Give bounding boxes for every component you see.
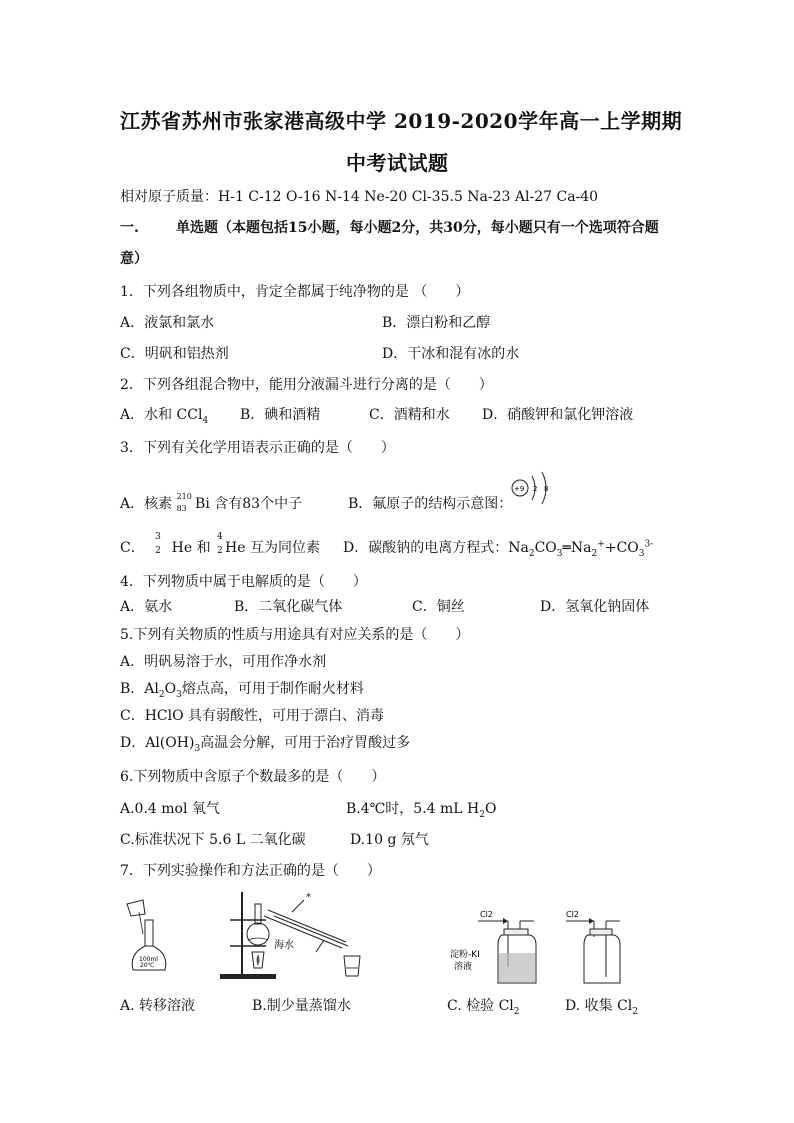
q3-stem: 3．下列有关化学用语表示正确的是（ ） xyxy=(120,440,395,456)
flask-temp-label: 20℃ xyxy=(140,962,155,969)
shell-2-count: 8 xyxy=(544,485,549,493)
solution-label: 溶液 xyxy=(454,962,473,972)
figure-volumetric-flask xyxy=(125,894,175,980)
nucleus-charge: +9 xyxy=(514,485,525,493)
section-heading: 单选题（本题包括15小题，每小题2分，共30分，每小题只有一个选项符合题 xyxy=(176,220,659,236)
q2-option-b: B．碘和酒精 xyxy=(240,407,321,423)
q6-stem: 6.下列物质中含原子个数最多的是（ ） xyxy=(120,769,386,785)
cl2-inlet-label: Cl2 xyxy=(480,910,493,919)
q6-option-d: D.10 g 氖气 xyxy=(350,832,429,848)
title-line-2: 中考试试题 xyxy=(346,151,449,175)
q6-option-b: B.4℃时，5.4 mL $H_2O$ xyxy=(346,801,497,820)
q7-option-a: A. 转移溶液 xyxy=(120,998,196,1014)
q2-option-c: C．酒精和水 xyxy=(369,407,450,423)
q4-stem: 4．下列物质中属于电解质的是（ ） xyxy=(120,574,367,590)
q2-option-d: D．硝酸钾和氯化钾溶液 xyxy=(482,407,634,423)
starch-ki-label: 淀粉-KI xyxy=(450,950,480,960)
q5-option-a: A．明矾易溶于水，可用作净水剂 xyxy=(120,654,327,670)
q2-stem: 2．下列各组混合物中，能用分液漏斗进行分离的是（ ） xyxy=(120,377,493,393)
q4-option-c: C．铜丝 xyxy=(412,599,465,615)
atomic-masses: 相对原子质量：H-1 C-12 O-16 N-14 Ne-20 Cl-35.5 Na-23 Al-27 Ca-40 xyxy=(120,189,599,205)
seawater-label: 海水 xyxy=(274,940,294,951)
q5-option-d: D．$Al(OH)_3$高温会分解，可用于治疗胃酸过多 xyxy=(120,735,411,754)
q1-option-a: A．液氯和氯水 xyxy=(120,315,215,331)
q4-option-d: D．氢氧化钠固体 xyxy=(540,599,650,615)
q3-option-a: A．核素 210 83 Bi 含有83个中子 xyxy=(120,492,303,513)
figure-cl2-collect-bottle xyxy=(562,907,632,987)
q3-option-d: D．碳酸钠的电离方程式：$Na_2CO_3═Na_2^++CO_3^{3-}$ xyxy=(343,539,654,559)
q4-option-a: A．氨水 xyxy=(120,599,173,615)
flask-volume-label: 100ml xyxy=(139,956,158,963)
section-heading-cont: 意） xyxy=(120,251,148,267)
q5-stem: 5.下列有关物质的性质与用途具有对应关系的是（ ） xyxy=(120,627,470,643)
figure-cl2-test-bottle xyxy=(450,907,550,987)
q5-option-c: C．HClO 具有弱酸性，可用于漂白、消毒 xyxy=(120,708,385,724)
q1-option-b: B．漂白粉和乙醇 xyxy=(382,315,491,331)
title-line-1: 江苏省苏州市张家港高级中学 2019-2020学年高一上学期期 xyxy=(120,109,683,133)
q1-option-c: C．明矾和铝热剂 xyxy=(120,346,229,362)
q3-option-c: C． 3 2 He 和 4 2 He 互为同位素 xyxy=(120,532,320,556)
q2-option-a: A．水和 CCl$_4$ xyxy=(120,407,209,426)
q5-option-b: B．$Al_2O_3$熔点高，可用于制作耐火材料 xyxy=(120,681,364,700)
q6-option-a: A.0.4 mol 氧气 xyxy=(120,801,220,817)
q3-option-b: B．氟原子的结构示意图： xyxy=(348,496,513,512)
shell-1-count: 2 xyxy=(533,485,538,493)
q1-stem: 1．下列各组物质中，肯定全都属于纯净物的是 （ ） xyxy=(120,284,470,300)
q4-option-b: B．二氧化碳气体 xyxy=(234,599,343,615)
q7-option-b: B.制少量蒸馏水 xyxy=(252,998,351,1014)
q7-option-c: C. 检验 $Cl_2$ xyxy=(447,998,520,1017)
figure-distillation xyxy=(212,890,372,982)
q7-stem: 7．下列实验操作和方法正确的是（ ） xyxy=(120,863,381,879)
fluorine-atom-diagram xyxy=(508,468,558,508)
section-label: 一. xyxy=(120,220,139,236)
cl2-collect-inlet-label: Cl2 xyxy=(566,910,579,919)
q1-option-d: D．干冰和混有冰的水 xyxy=(382,346,520,362)
q7-option-d: D. 收集 $Cl_2$ xyxy=(565,998,638,1017)
svg-text:*: * xyxy=(306,892,311,903)
q6-option-c: C.标准状况下 5.6 L 二氧化碳 xyxy=(120,832,306,848)
